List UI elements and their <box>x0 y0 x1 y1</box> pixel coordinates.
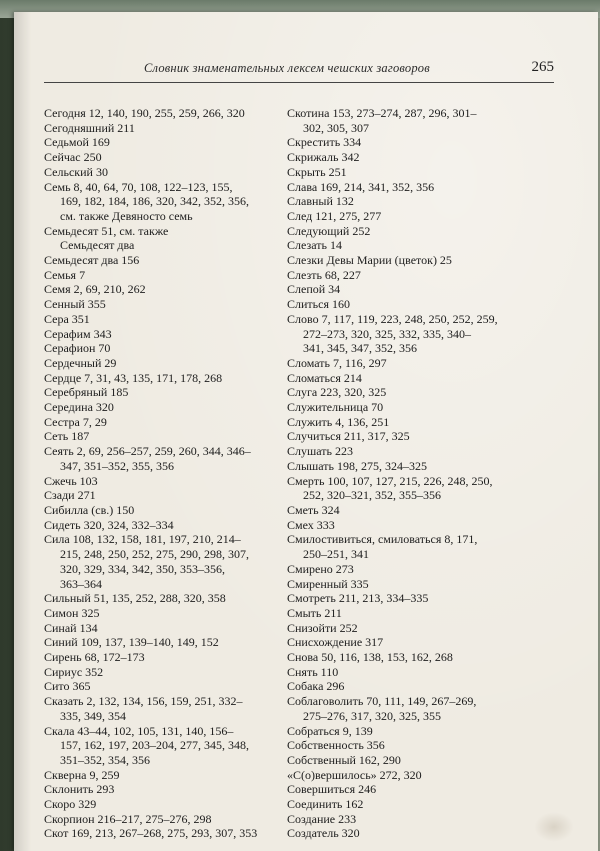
index-entry <box>287 591 527 606</box>
index-entry-line: След 121, 275, 277 <box>287 208 382 223</box>
index-entry <box>287 503 527 518</box>
index-entry <box>44 635 284 650</box>
index-entry-line: Седьмой 169 <box>44 135 110 150</box>
index-entry-line: Соединить 162 <box>287 797 364 812</box>
index-entry-line: Сеть 187 <box>44 429 90 444</box>
index-entry-line: Сжечь 103 <box>44 473 98 488</box>
index-entry <box>44 180 284 224</box>
index-entry-line: Скрестить 334 <box>287 135 362 150</box>
index-entry-line: Сестра 7, 29 <box>44 414 107 429</box>
index-entry-line: Скверна 9, 259 <box>44 767 120 782</box>
index-entry-line: Смилостивиться, смиловаться 8, 171, <box>287 532 478 547</box>
index-entry-line: Семя 2, 69, 210, 262 <box>44 282 146 297</box>
index-entry-line: Создание 233 <box>287 811 357 826</box>
index-entry-line: Смерть 100, 107, 127, 215, 226, 248, 250, <box>287 473 493 488</box>
index-entry <box>44 518 284 533</box>
index-entry <box>287 209 527 224</box>
index-entry-line: Сибилла (св.) 150 <box>44 502 135 517</box>
index-entry-line: Сера 351 <box>44 311 90 326</box>
index-entry <box>44 679 284 694</box>
index-entry-line: Семья 7 <box>44 267 86 282</box>
index-entry <box>44 621 284 636</box>
index-entry <box>287 165 527 180</box>
index-entry-line: Синай 134 <box>44 620 98 635</box>
index-entry-line: Служить 4, 136, 251 <box>287 414 390 429</box>
index-entry-continuation: 341, 345, 347, 352, 356 <box>303 341 417 356</box>
index-entry-line: Создатель 320 <box>287 826 360 841</box>
index-entry-line: Склонить 293 <box>44 782 115 797</box>
index-entry-continuation: 215, 248, 250, 252, 275, 290, 298, 307, <box>60 547 249 562</box>
index-entry <box>44 444 284 473</box>
index-entry-line: Сломать 7, 116, 297 <box>287 355 387 370</box>
index-entry <box>44 253 284 268</box>
index-entry <box>44 768 284 783</box>
index-entry-line: Служительница 70 <box>287 400 384 415</box>
index-entry <box>287 724 527 739</box>
index-entry-continuation: 335, 349, 354 <box>60 708 126 723</box>
index-entry-line: Сердечный 29 <box>44 355 117 370</box>
index-entry <box>44 694 284 723</box>
index-entry <box>44 371 284 386</box>
index-entry <box>287 356 527 371</box>
index-entry <box>44 297 284 312</box>
index-entry-line: Слиться 160 <box>287 297 350 312</box>
index-entry <box>44 606 284 621</box>
index-entry <box>287 812 527 827</box>
index-entry-line: Случиться 211, 317, 325 <box>287 429 410 444</box>
index-entry <box>44 429 284 444</box>
index-entry <box>287 782 527 797</box>
index-entry <box>287 194 527 209</box>
index-entry-continuation: 250–251, 341 <box>303 547 369 562</box>
index-entry-line: Собраться 9, 139 <box>287 723 373 738</box>
index-entry-line: Совершиться 246 <box>287 782 377 797</box>
index-entry <box>287 135 527 150</box>
index-entry <box>44 474 284 489</box>
index-entry <box>287 253 527 268</box>
index-entry-line: Слово 7, 117, 119, 223, 248, 250, 252, 259, <box>287 311 498 326</box>
index-entry-line: Смотреть 211, 213, 334–335 <box>287 591 429 606</box>
index-entry-line: Скот 169, 213, 267–268, 275, 293, 307, 353 <box>44 826 258 841</box>
index-entry <box>287 444 527 459</box>
index-entry-line: Слава 169, 214, 341, 352, 356 <box>287 179 435 194</box>
index-entry-line: Синий 109, 137, 139–140, 149, 152 <box>44 635 219 650</box>
index-entry <box>44 665 284 680</box>
index-entry-continuation: 347, 351–352, 355, 356 <box>60 458 174 473</box>
index-entry <box>287 606 527 621</box>
index-entry-line: Середина 320 <box>44 400 114 415</box>
index-entry <box>287 562 527 577</box>
book-page <box>14 12 598 851</box>
index-entry-line: Сидеть 320, 324, 332–334 <box>44 517 174 532</box>
index-entry <box>287 415 527 430</box>
index-entry-line: Слепой 34 <box>287 282 341 297</box>
index-entry <box>44 591 284 606</box>
index-entry <box>287 429 527 444</box>
index-entry-line: Сенный 355 <box>44 297 106 312</box>
index-entry-line: Семь 8, 40, 64, 70, 108, 122–123, 155, <box>44 179 233 194</box>
index-entry <box>44 650 284 665</box>
index-entry <box>287 635 527 650</box>
index-entry-line: Сзади 271 <box>44 488 96 503</box>
index-entry-line: Слезть 68, 227 <box>287 267 361 282</box>
index-entry <box>287 150 527 165</box>
index-entry <box>287 650 527 665</box>
index-entry <box>44 488 284 503</box>
index-entry-line: Смыть 211 <box>287 605 342 620</box>
index-entry <box>287 577 527 592</box>
index-entry <box>287 474 527 503</box>
index-entry-continuation: 363–364 <box>60 576 102 591</box>
index-entry-line: Семьдесят два 156 <box>44 253 140 268</box>
index-entry <box>287 679 527 694</box>
index-entry-continuation: 275–276, 317, 320, 325, 355 <box>303 708 441 723</box>
index-entry <box>287 753 527 768</box>
index-entry <box>287 738 527 753</box>
index-entry-continuation: 351–352, 354, 356 <box>60 752 150 767</box>
index-entry <box>287 224 527 239</box>
index-entry <box>44 150 284 165</box>
index-column-left <box>44 106 284 841</box>
index-entry-continuation: 157, 162, 197, 203–204, 277, 345, 348, <box>60 738 249 753</box>
index-entry-line: Скотина 153, 273–274, 287, 296, 301– <box>287 106 477 120</box>
index-entry-continuation: Семьдесят два <box>60 238 135 253</box>
running-header <box>44 56 554 83</box>
index-entry <box>44 724 284 768</box>
index-entry <box>44 135 284 150</box>
index-entry-line: Семьдесят 51, см. также <box>44 223 169 238</box>
index-entry-line: Симон 325 <box>44 605 100 620</box>
index-entry-line: Сито 365 <box>44 679 91 694</box>
index-entry <box>287 694 527 723</box>
index-entry <box>44 268 284 283</box>
index-entry-line: Слезки Девы Марии (цветок) 25 <box>287 253 452 268</box>
index-entry <box>287 768 527 783</box>
index-entry-line: Сметь 324 <box>287 502 340 517</box>
index-entry-line: Сирень 68, 172–173 <box>44 650 145 665</box>
index-entry-line: Слуга 223, 320, 325 <box>287 385 387 400</box>
index-entry <box>287 312 527 356</box>
index-entry <box>287 459 527 474</box>
index-entry <box>287 297 527 312</box>
index-entry <box>44 356 284 371</box>
index-entry <box>44 415 284 430</box>
index-entry <box>44 224 284 253</box>
running-header-title: Словник знаменательных лексем чешских заговоров <box>144 61 430 75</box>
index-entry-line: Собака 296 <box>287 679 345 694</box>
index-entry <box>44 797 284 812</box>
index-entry-line: Сказать 2, 132, 134, 156, 159, 251, 332– <box>44 694 243 709</box>
index-entry <box>287 268 527 283</box>
index-entry <box>44 400 284 415</box>
index-entry-line: Славный 132 <box>287 194 354 209</box>
index-entry-continuation: см. также Девяносто семь <box>60 208 193 223</box>
index-entry-continuation: 252, 320–321, 352, 355–356 <box>303 488 441 503</box>
index-entry <box>287 621 527 636</box>
index-entry-continuation: 169, 182, 184, 186, 320, 342, 352, 356, <box>60 194 249 209</box>
index-entry-line: «С(о)вершилось» 272, 320 <box>287 767 422 782</box>
index-entry-line: Слезать 14 <box>287 238 342 253</box>
index-entry <box>44 165 284 180</box>
index-column-right <box>287 106 527 841</box>
index-entry-line: Сириус 352 <box>44 664 104 679</box>
index-entry-line: Сильный 51, 135, 252, 288, 320, 358 <box>44 591 226 606</box>
index-entry-line: Сердце 7, 31, 43, 135, 171, 178, 268 <box>44 370 223 385</box>
index-entry-line: Скрижаль 342 <box>287 150 360 165</box>
index-entry-line: Сегодняшний 211 <box>44 120 135 135</box>
index-entry <box>287 665 527 680</box>
index-entry <box>44 503 284 518</box>
index-entry <box>44 312 284 327</box>
index-entry <box>44 341 284 356</box>
index-entry-continuation: 302, 305, 307 <box>303 120 369 135</box>
index-entry-line: Снизойти 252 <box>287 620 358 635</box>
index-entry-line: Сила 108, 132, 158, 181, 197, 210, 214– <box>44 532 241 547</box>
index-entry <box>287 371 527 386</box>
index-entry-line: Серафим 343 <box>44 326 112 341</box>
index-entry <box>44 532 284 591</box>
index-entry-line: Собственность 356 <box>287 738 385 753</box>
index-entry-line: Собственный 162, 290 <box>287 752 401 767</box>
index-entry-line: Скорпион 216–217, 275–276, 298 <box>44 811 212 826</box>
index-entry-line: Скоро 329 <box>44 797 97 812</box>
index-entry-line: Скала 43–44, 102, 105, 131, 140, 156– <box>44 723 234 738</box>
index-entry-continuation: 320, 329, 334, 342, 350, 353–356, <box>60 561 225 576</box>
index-entry-line: Снисхождение 317 <box>287 635 384 650</box>
index-entry <box>287 532 527 561</box>
index-entry <box>287 180 527 195</box>
index-entry-line: Скрыть 251 <box>287 164 347 179</box>
page-number: 265 <box>531 59 554 75</box>
index-entry <box>287 106 527 135</box>
index-entry <box>287 238 527 253</box>
index-entry-line: Серебряный 185 <box>44 385 129 400</box>
index-entry <box>44 282 284 297</box>
index-entry-line: Соблаговолить 70, 111, 149, 267–269, <box>287 694 477 709</box>
index-entry <box>287 797 527 812</box>
index-entry <box>44 782 284 797</box>
index-entry <box>287 400 527 415</box>
index-entry-line: Снова 50, 116, 138, 153, 162, 268 <box>287 650 453 665</box>
index-entry <box>44 812 284 827</box>
index-entry <box>44 121 284 136</box>
index-entry-line: Смирено 273 <box>287 561 354 576</box>
page-smudge <box>534 812 574 842</box>
index-entry-line: Смиренный 335 <box>287 576 369 591</box>
index-entry-line: Сегодня 12, 140, 190, 255, 259, 266, 320 <box>44 106 245 120</box>
index-entry-line: Сеять 2, 69, 256–257, 259, 260, 344, 346– <box>44 444 251 459</box>
index-entry <box>44 826 284 841</box>
index-entry-line: Серафион 70 <box>44 341 111 356</box>
index-entry-line: Сломаться 214 <box>287 370 362 385</box>
index-entry-line: Снять 110 <box>287 664 339 679</box>
index-entry <box>44 327 284 342</box>
index-entry <box>287 518 527 533</box>
index-entry <box>287 385 527 400</box>
index-entry <box>44 385 284 400</box>
index-entry-continuation: 272–273, 320, 325, 332, 335, 340– <box>303 326 471 341</box>
index-entry-line: Слышать 198, 275, 324–325 <box>287 458 428 473</box>
index-entry <box>44 106 284 121</box>
index-entry-line: Смех 333 <box>287 517 335 532</box>
index-entry-line: Сельский 30 <box>44 164 108 179</box>
index-entry <box>287 826 527 841</box>
index-entry-line: Слушать 223 <box>287 444 353 459</box>
index-entry-line: Сейчас 250 <box>44 150 102 165</box>
index-entry-line: Следующий 252 <box>287 223 371 238</box>
index-entry <box>287 282 527 297</box>
